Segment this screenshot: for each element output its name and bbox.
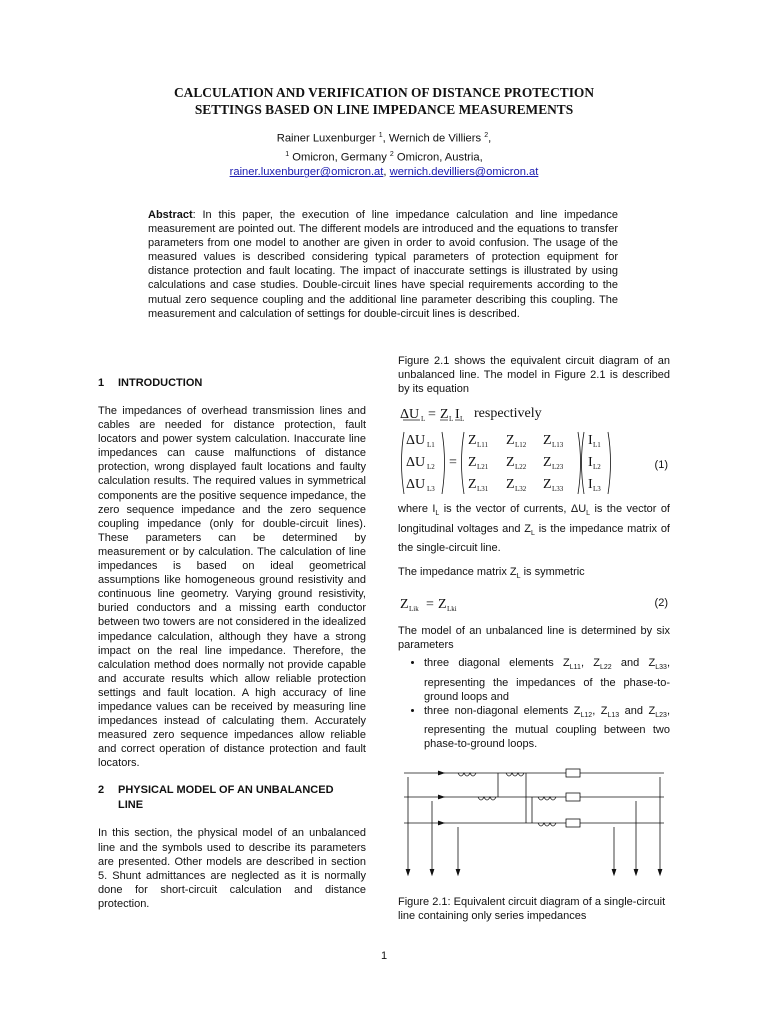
svg-text:=: =: [426, 597, 434, 613]
svg-text:Z: Z: [468, 455, 477, 471]
author-2-sup: 2: [484, 132, 489, 139]
svg-text:Z: Z: [468, 433, 477, 449]
section-2-text: In this section, the physical model of an unbalanced line and the symbols used to describe its parameters are presented. Other models are described in section 5. Shunt admittances are neglected as it is normally done for short-circuit calculation and distance protection.: [98, 827, 366, 910]
affiliation-2: Omicron, Austria,: [393, 151, 483, 164]
svg-text:Z: Z: [506, 433, 515, 449]
author-1-sup: 1: [378, 132, 383, 139]
affil-sup-2: 2: [389, 150, 394, 158]
svg-text:ΔU: ΔU: [406, 477, 426, 493]
svg-text:L32: L32: [515, 485, 527, 494]
section-1-heading: [98, 376, 366, 391]
svg-text:=: =: [428, 407, 436, 423]
svg-text:Z: Z: [543, 455, 552, 471]
section-2-heading: [98, 783, 366, 813]
section-2-title: PHYSICAL MODEL OF AN UNBALANCED LINE: [118, 784, 334, 812]
equation-2: [398, 590, 670, 620]
figure-caption: Figure 2.1: Equivalent circuit diagram of a single-circuit line containing only series impedances: [398, 896, 666, 923]
author-1: Rainer Luxenburger: [276, 132, 376, 145]
svg-text:L1: L1: [593, 441, 601, 450]
abstract-label: Abstract: [148, 209, 193, 221]
email-link-1[interactable]: rainer.luxenburger@omicron.at: [229, 166, 384, 179]
svg-text:I: I: [588, 455, 593, 471]
svg-text:L31: L31: [477, 485, 489, 494]
svg-text:L12: L12: [515, 441, 527, 450]
svg-text:Z: Z: [468, 477, 477, 493]
equivalent-circuit-diagram: [398, 763, 670, 883]
svg-text:ΔU: ΔU: [406, 433, 426, 449]
email-link-2[interactable]: wernich.devilliers@omicron.at: [389, 166, 539, 179]
author-2: , Wernich de Villiers: [382, 132, 482, 145]
svg-text:L1: L1: [427, 441, 435, 450]
abstract-text: : In this paper, the execution of line impedance calculation and line impedance measurement are pointed out. The different models are introduced and the equations to transfer parameters from one model to another are given in order to avoid confusion. The usage of the measured values is described considering typical parameters of protection equipment for distance protection and fault locating. The impact of inaccurate settings is illustrated by using calculations and case studies. Double-circuit lines have special requirements according to the mutual zero sequence coupling and the additional line parameter describing this coupling. The measurement and calculation of settings for double-circuit lines is described.: [148, 209, 618, 320]
svg-text:=: =: [449, 455, 457, 471]
svg-text:L11: L11: [477, 441, 489, 450]
affiliation-1: Omicron, Germany: [289, 151, 387, 164]
right-column: [398, 354, 670, 924]
left-column: [98, 376, 366, 911]
title-line-2: SETTINGS BASED ON LINE IMPEDANCE MEASUREMENTS: [194, 102, 574, 117]
page-number: 1: [380, 950, 388, 962]
svg-text:Z: Z: [506, 455, 515, 471]
svg-text:I: I: [588, 433, 593, 449]
title-line-1: CALCULATION AND VERIFICATION OF DISTANCE PROTECTION: [174, 85, 594, 100]
parameter-list: [398, 656, 670, 751]
abstract: [148, 208, 618, 321]
equation-1-number: (1): [654, 459, 668, 472]
svg-text:L3: L3: [427, 485, 435, 494]
svg-text:Z: Z: [440, 407, 449, 423]
svg-text:Z: Z: [400, 597, 409, 613]
equation-1: [398, 402, 670, 498]
affiliation-line: [100, 147, 668, 166]
affil-sup-1: 1: [285, 150, 290, 158]
svg-text:L: L: [421, 415, 426, 424]
section-1-title: INTRODUCTION: [118, 377, 203, 389]
svg-text:Z: Z: [506, 477, 515, 493]
symmetric-text: The impedance matrix $Z_L$ is symmetric: [398, 565, 585, 581]
vector-description: where $I_L$ is the vector of currents, $\Delta U_L$ is the vector of longitudinal voltages and $Z_L$ is the impedance matrix of the single-circuit line.: [398, 503, 670, 554]
svg-text:Z: Z: [543, 433, 552, 449]
svg-text:L13: L13: [552, 441, 564, 450]
parameter-bullet-2: • three non-diagonal elements $Z_{L12}$, $Z_{L13}$ and $Z_{L23}$, representing the mutual coupling between two phase-to-ground loops.: [424, 704, 670, 751]
svg-text:L3: L3: [593, 485, 601, 494]
svg-text:L23: L23: [552, 463, 564, 472]
paper-title: [90, 84, 678, 118]
svg-text:ΔU: ΔU: [406, 455, 426, 471]
svg-text:L2: L2: [427, 463, 435, 472]
svg-text:L2: L2: [593, 463, 601, 472]
svg-text:L33: L33: [552, 485, 564, 494]
svg-text:Lki: Lki: [447, 605, 457, 614]
authors-block: [100, 128, 668, 180]
svg-text:L: L: [460, 415, 465, 424]
svg-text:Lik: Lik: [409, 605, 419, 614]
email-line: rainer.luxenburger@omicron.at, wernich.devilliers@omicron.at: [229, 166, 539, 179]
svg-text:L21: L21: [477, 463, 489, 472]
svg-text:I: I: [588, 477, 593, 493]
svg-text:L: L: [449, 415, 454, 424]
section-2-number: 2: [98, 784, 105, 797]
svg-text:I: I: [455, 407, 460, 423]
svg-text:ΔU: ΔU: [400, 407, 420, 423]
six-parameters-text: The model of an unbalanced line is determined by six parameters: [398, 625, 670, 652]
equation-2-number: (2): [654, 597, 668, 610]
section-1-text: The impedances of overhead transmission lines and cables are needed for distance protection, fault locators and power system calculation. Inaccurate line impedances can cause malfunctions of distance protection, wrong displayed fault locations and faulty calculation results. The required values in symmetrical components are the positive sequence impedance, the zero sequence impedance and the zero sequence coupling impedance (only for double-circuit lines). These parameters can be determined by measurement or by calculation. The calculation of line impedances is based on ideal geometrical assumptions like homogeneous ground resistivity and continuous line geometry. Varying ground resistivity, buried conductors and a missing earth conductor between two towers are not considered in the idealized impedance calculation, although they have a strong impact on the real line impedance. Therefore, the calculation method does normally not provide capable and accurate results which allow reliable protection settings and fault location. A high accuracy of line impedance values can be received by measuring line impedances instead of calculating them. Accurately measured zero sequence impedances allow reliable and correct operation of distance protection and fault locators.: [98, 405, 366, 770]
parameter-bullet-1: • three diagonal elements $Z_{L11}$, $Z_{L22}$ and $Z_{L33}$, representing the impedances of the phase-to-ground loops and: [424, 656, 670, 703]
equation-2-graphic: [398, 590, 518, 618]
figure-intro-text: Figure 2.1 shows the equivalent circuit diagram of an unbalanced line. The model in Figure 2.1 is described by its equation: [398, 355, 670, 396]
equation-1-graphic: [398, 402, 670, 498]
svg-text:Z: Z: [543, 477, 552, 493]
section-1-number: 1: [98, 377, 105, 389]
author-line: Rainer Luxenburger $^1$, Wernich de Villiers $^2$,: [276, 132, 492, 145]
svg-text:L22: L22: [515, 463, 527, 472]
equation-1-word: respectively: [474, 406, 542, 422]
svg-text:Z: Z: [438, 597, 447, 613]
